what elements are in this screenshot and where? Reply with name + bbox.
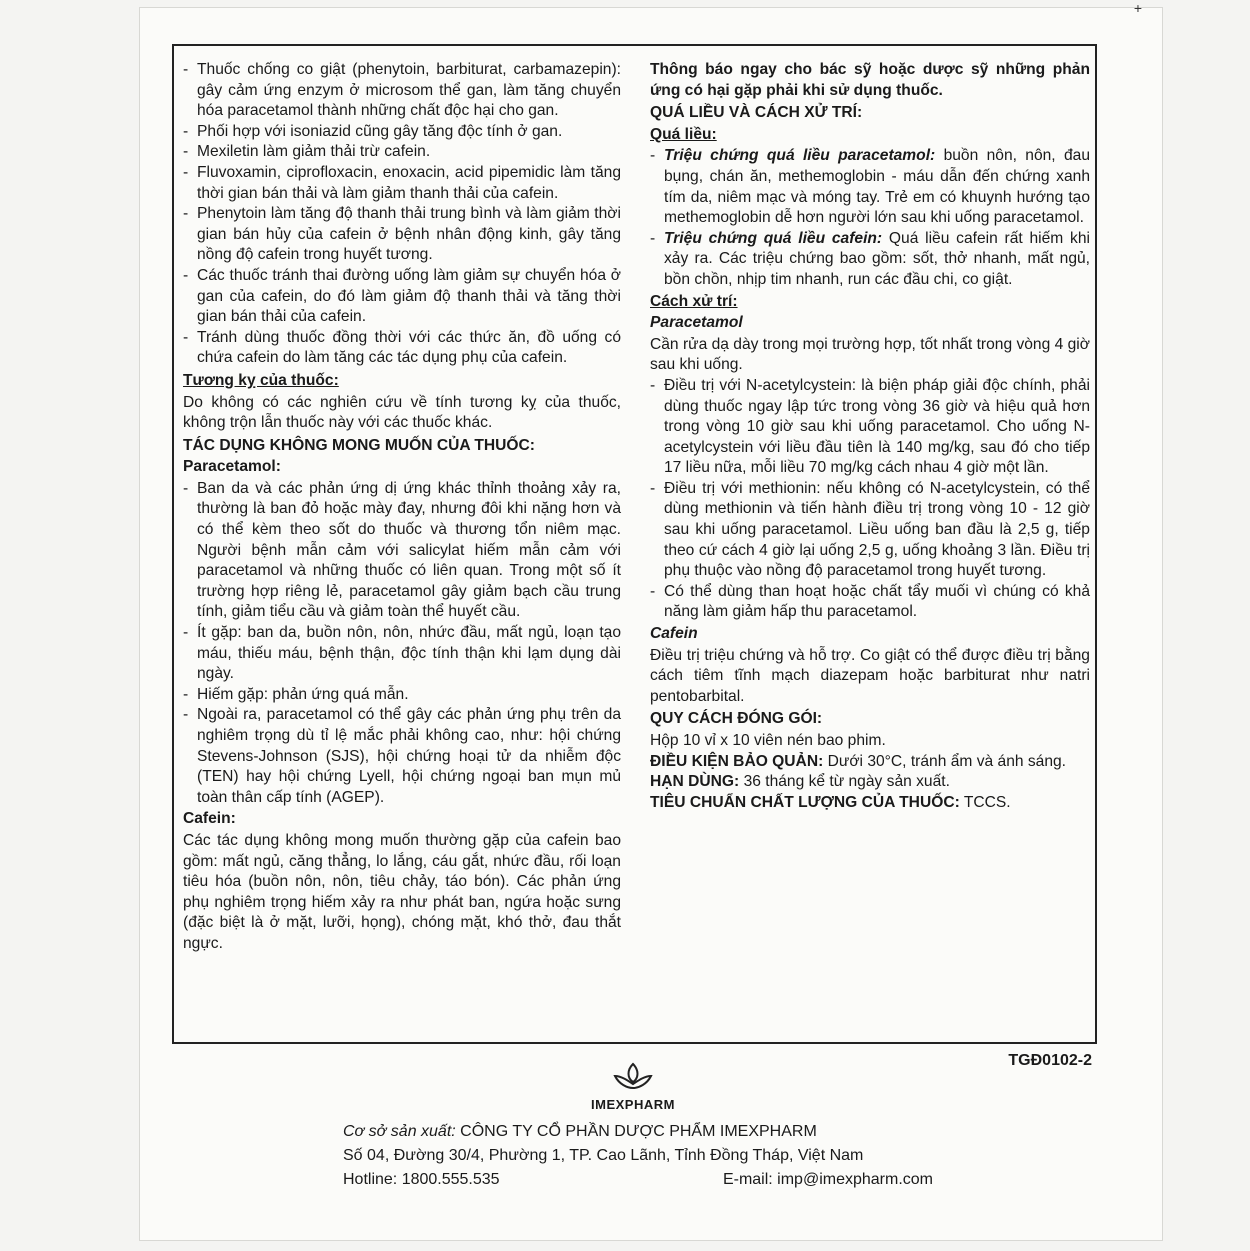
- contact-row: [343, 1168, 933, 1192]
- manufacturer-label: Cơ sở sản xuất:: [343, 1123, 456, 1140]
- treatment-paracetamol-label: Paracetamol: [650, 314, 743, 332]
- incompatibility-heading: Tương kỵ của thuốc:: [183, 371, 339, 389]
- expiry-text: 36 tháng kể từ ngày sản xuất.: [739, 773, 950, 791]
- side-effect-item: - Hiếm gặp: phản ứng quá mẫn.: [183, 685, 621, 706]
- overdose-item-text: buồn nôn, nôn, đau bụng, chán ăn, methemoglobin - máu dẫn đến chứng xanh tím da, niêm mạc và móng tay. Trẻ em có khuynh hướng tạo methemoglobin dễ hơn người lớn sau khi uống paracetamol.: [664, 147, 1090, 227]
- notify-text: Thông báo ngay cho bác sỹ hoặc dược sỹ những phản ứng có hại gặp phải khi sử dụng thuốc.: [650, 61, 1090, 99]
- imexpharm-logo: [578, 1062, 688, 1112]
- packaging-heading: QUY CÁCH ĐÓNG GÓI:: [650, 710, 823, 728]
- storage-heading: ĐIỀU KIỆN BẢO QUẢN:: [650, 752, 824, 770]
- overdose-item: [650, 146, 1090, 228]
- overdose-item-lead: Triệu chứng quá liều paracetamol:: [664, 147, 936, 165]
- manufacturer-address: Số 04, Đường 30/4, Phường 1, TP. Cao Lãnh, Tỉnh Đồng Tháp, Việt Nam: [343, 1147, 864, 1164]
- left-column: [183, 60, 621, 955]
- expiry-heading: HẠN DÙNG:: [650, 773, 740, 791]
- overdose-item: [650, 229, 1090, 291]
- document-code: TGĐ0102-2: [1008, 1052, 1092, 1069]
- incompatibility-text: Do không có các nghiên cứu về tính tương kỵ của thuốc, không trộn lẫn thuốc này với các thuốc khác.: [183, 393, 621, 432]
- lotus-icon: [611, 1062, 655, 1090]
- treatment-label: Cách xử trí:: [650, 292, 738, 310]
- side-effect-item: - Ban da và các phản ứng dị ứng khác thỉnh thoảng xảy ra, thường là ban đỏ hoặc mày đay, nhưng đôi khi nặng hơn và có thể kèm theo sốt do thuốc và thương tổn niêm mạc. Người bệnh mẫn cảm với salicylat hiếm mẫn cảm với paracetamol và những thuốc có liên quan. Trong một số ít trường hợp riêng lẻ, paracetamol gây giảm bạch cầu trung tính, giảm tiểu cầu và giảm toàn thể huyết cầu.: [183, 479, 621, 623]
- cafein-side-effects-text: Các tác dụng không mong muốn thường gặp của cafein bao gồm: mất ngủ, căng thẳng, lo lắng, cáu gắt, nhức đầu, rối loạn tiêu hóa (buồn nôn, nôn, tiêu chảy, táo bón). Các phản ứng phụ nghiêm trọng hiếm xảy ra như phát ban, ngứa hoặc sưng (đặc biệt là ở mặt, lưỡi, họng), chóng mặt, khó thở, đau thắt ngực.: [183, 831, 621, 952]
- overdose-heading: QUÁ LIỀU VÀ CÁCH XỬ TRÍ:: [650, 104, 863, 122]
- standard-heading: TIÊU CHUẨN CHẤT LƯỢNG CỦA THUỐC:: [650, 793, 960, 811]
- side-effects-heading: TÁC DỤNG KHÔNG MONG MUỐN CỦA THUỐC:: [183, 436, 535, 454]
- interaction-item: - Fluvoxamin, ciprofloxacin, enoxacin, acid pipemidic làm tăng thời gian bán thải và làm giảm thanh thải của cafein.: [183, 163, 621, 204]
- hotline: Hotline: 1800.555.535: [343, 1171, 500, 1188]
- treatment-cafein-text: Điều trị triệu chứng và hỗ trợ. Co giật có thể được điều trị bằng cách tiêm tĩnh mạch diazepam hoặc barbiturat như natri pentobarbital.: [650, 646, 1090, 705]
- interaction-item: - Phối hợp với isoniazid cũng gây tăng độc tính ở gan.: [183, 122, 621, 143]
- interaction-item: - Phenytoin làm tăng độ thanh thải trung bình và làm giảm thời gian bán hủy của cafein ở bệnh nhân động kinh, gây tăng nồng độ cafein trong huyết tương.: [183, 204, 621, 266]
- treatment-paracetamol-intro: Cần rửa dạ dày trong mọi trường hợp, tốt nhất trong vòng 4 giờ sau khi uống.: [650, 335, 1090, 374]
- manufacturer-line: [343, 1120, 933, 1144]
- packaging-text: Hộp 10 vỉ x 10 viên nén bao phim.: [650, 732, 886, 749]
- treatment-item: - Điều trị với N-acetylcystein: là biện pháp giải độc chính, phải dùng thuốc ngay lập tức trong vòng 36 giờ và hiệu quả hơn trong vòng 10 giờ sau khi uống paracetamol. Cho uống N-acetylcystein với liều đầu tiên là 140 mg/kg, sau đó cho tiếp 17 liều nữa, mỗi liều 70 mg/kg cách nhau 4 giờ một lần.: [650, 376, 1090, 479]
- logo-text: IMEXPHARM: [591, 1097, 675, 1112]
- overdose-label: Quá liều:: [650, 125, 717, 143]
- manufacturer-footer: [343, 1120, 933, 1192]
- overdose-item-text: Quá liều cafein rất hiếm khi xảy ra. Các triệu chứng bao gồm: sốt, thở nhanh, mất ngủ, bồn chồn, nhịp tim nhanh, run các đầu chi, co giật.: [664, 229, 1090, 288]
- interaction-item: - Thuốc chống co giật (phenytoin, barbiturat, carbamazepin): gây cảm ứng enzym ở microsom thể gan, làm tăng chuyển hóa paracetamol thành những chất độc hại cho gan.: [183, 60, 621, 122]
- storage-text: Dưới 30°C, tránh ẩm và ánh sáng.: [823, 752, 1067, 770]
- treatment-item: - Có thể dùng than hoạt hoặc chất tẩy muối vì chúng có khả năng làm giảm hấp thu paracetamol.: [650, 582, 1090, 623]
- interaction-item: - Tránh dùng thuốc đồng thời với các thức ăn, đồ uống có chứa cafein do làm tăng các tác dụng phụ của cafein.: [183, 328, 621, 369]
- standard-line: [650, 793, 1090, 814]
- standard-text: TCCS.: [959, 793, 1011, 811]
- storage-line: [650, 752, 1090, 773]
- treatment-item: - Điều trị với methionin: nếu không có N-acetylcystein, có thể dùng methionin và tiến hành điều trị trong vòng 10 - 12 giờ sau khi uống paracetamol. Liều uống ban đầu là 2,5 g, tiếp theo cứ cách 4 giờ lại uống 2,5 g, uống khoảng 3 lần. Điều trị phụ thuộc vào nồng độ paracetamol trong huyết tương.: [650, 479, 1090, 582]
- treatment-cafein-label: Cafein: [650, 625, 698, 643]
- side-effect-item: - Ít gặp: ban da, buồn nôn, nôn, nhức đầu, mất ngủ, loạn tạo máu, thiếu máu, bệnh thận, độc tính thận khi lạm dụng dài ngày.: [183, 623, 621, 685]
- paracetamol-label: Paracetamol:: [183, 458, 281, 476]
- side-effect-item: - Ngoài ra, paracetamol có thể gây các phản ứng phụ trên da nghiêm trọng dù tỉ lệ mắc phải không cao, như: hội chứng Stevens-Johnson (SJS), hội chứng hoại tử da nhiễm độc (TEN) hay hội chứng Lyell, hội chứng ngoại ban mụn mủ toàn thân cấp tính (AGEP).: [183, 705, 621, 808]
- interaction-item: - Mexiletin làm giảm thải trừ cafein.: [183, 142, 621, 163]
- crop-mark: +: [1133, 0, 1142, 16]
- email: E-mail: imp@imexpharm.com: [722, 1171, 933, 1188]
- manufacturer-name: CÔNG TY CỔ PHẦN DƯỢC PHẨM IMEXPHARM: [455, 1123, 817, 1140]
- right-column: [650, 60, 1090, 813]
- overdose-item-lead: Triệu chứng quá liều cafein:: [664, 229, 883, 247]
- interaction-item: - Các thuốc tránh thai đường uống làm giảm sự chuyển hóa ở gan của cafein, do đó làm giảm độ thanh thải và tăng thời gian bán thải của cafein.: [183, 266, 621, 328]
- cafein-label: Cafein:: [183, 810, 236, 828]
- expiry-line: [650, 772, 1090, 793]
